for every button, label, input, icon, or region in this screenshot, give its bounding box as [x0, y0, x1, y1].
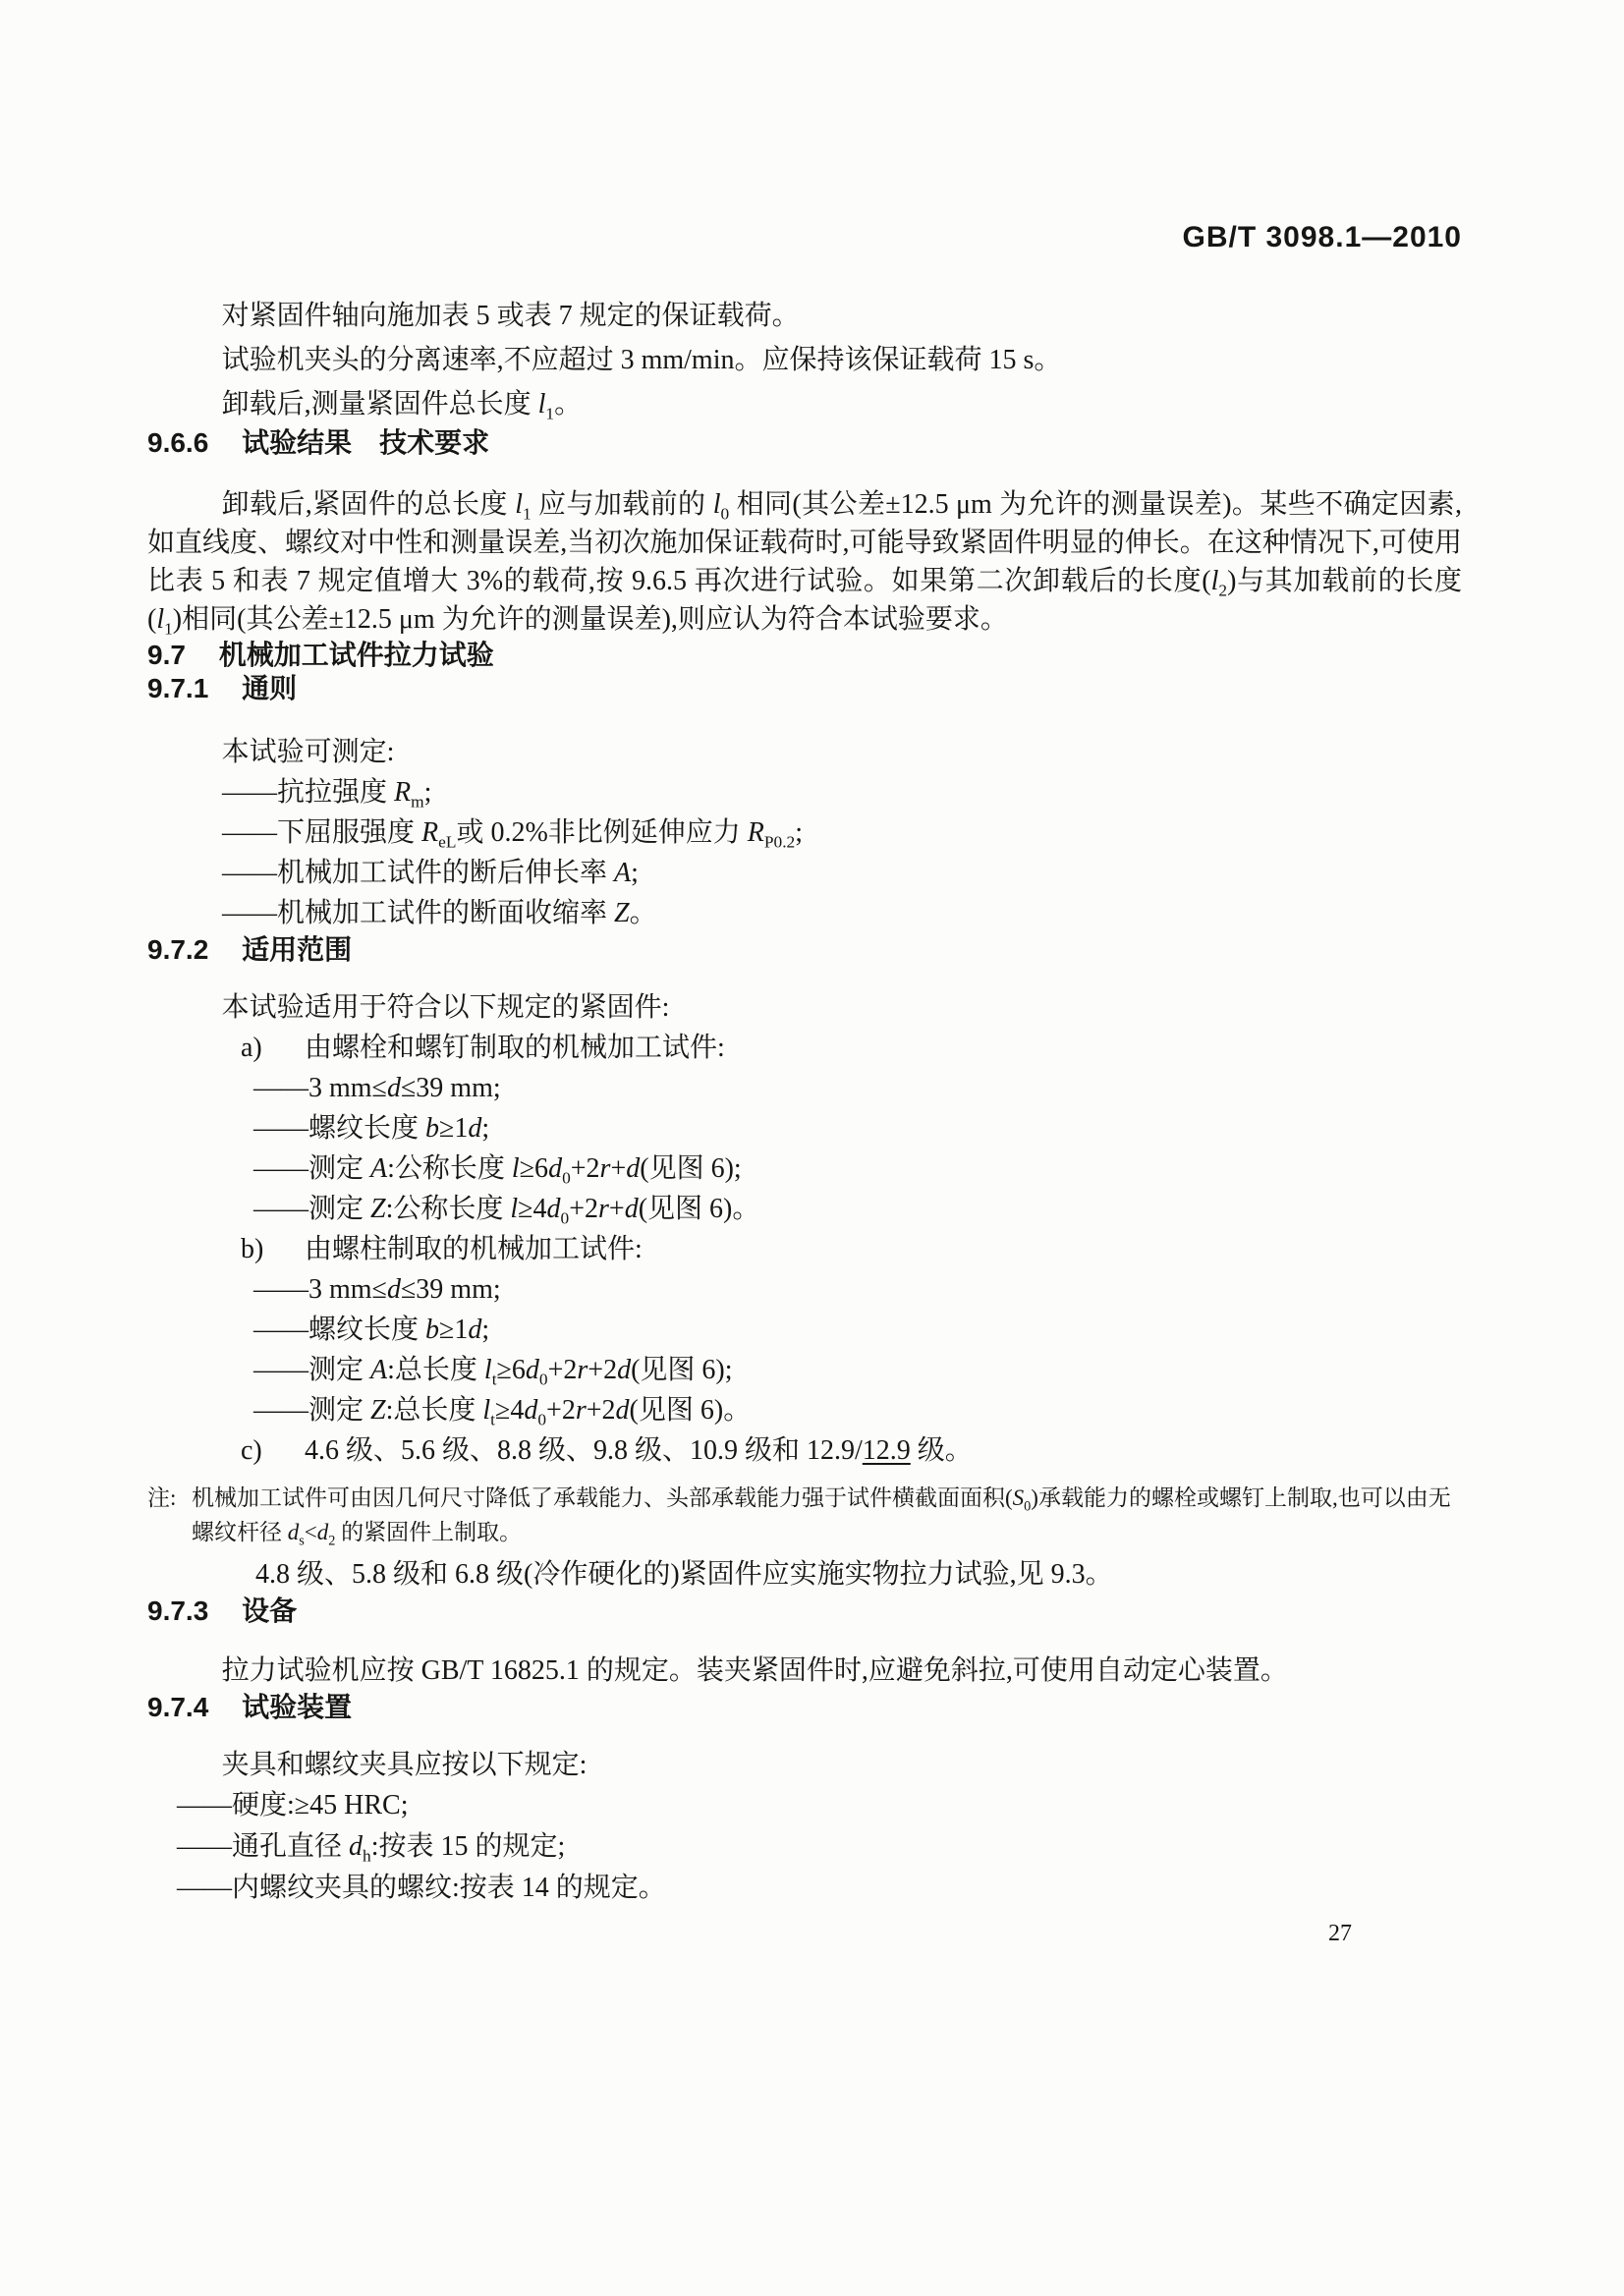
list-item: ——螺纹长度 b≥1d;: [253, 1315, 490, 1345]
section-title: 试验结果 技术要求: [242, 427, 490, 458]
page-number: 27: [1328, 1921, 1352, 1946]
paragraph: 本试验可测定:: [221, 737, 395, 767]
section-heading-9-7-4: [147, 1691, 1462, 1724]
note-label: 注:: [147, 1485, 177, 1510]
section-number: 9.7.2: [147, 934, 209, 965]
list-item-b: [147, 1229, 1462, 1269]
paragraph: 拉力试验机应按 GB/T 16825.1 的规定。装夹紧固件时,应避免斜拉,可使用自动定心装置。: [221, 1655, 1288, 1686]
list-item: ——内螺纹夹具的螺纹:按表 14 的规定。: [177, 1873, 666, 1903]
list-item-label: a): [241, 1033, 262, 1063]
paragraph: 夹具和螺纹夹具应按以下规定:: [221, 1750, 588, 1780]
list-item: ——机械加工试件的断后伸长率 A;: [222, 858, 639, 888]
list-item-label: b): [241, 1234, 264, 1264]
section-title: 设备: [242, 1596, 298, 1626]
section-number: 9.7.4: [147, 1692, 209, 1722]
section-heading-9-7-3: [147, 1595, 1462, 1628]
list-item-c: [147, 1430, 1462, 1471]
note-text: 机械加工试件可由因几何尺寸降低了承载能力、头部承载能力强于试件横截面面积$(S_0)$承载能力的螺栓或螺钉上制取,也可以由无螺纹杆径 $d_s<d_2$ 的紧固件上制取。: [192, 1485, 1451, 1549]
list-item: ——测定 A:公称长度 $l\ge 6d_0+2r+d$(见图 6);: [253, 1153, 742, 1188]
section-heading-9-7-2: [147, 933, 1462, 967]
list-item-text: 4.6 级、5.6 级、8.8 级、9.8 级、10.9 级和 12.9/12.9 级。: [305, 1435, 973, 1466]
list-item-text: 由螺柱制取的机械加工试件:: [305, 1234, 643, 1264]
list-item-text: 由螺栓和螺钉制取的机械加工试件:: [305, 1033, 725, 1063]
page-content: [147, 0, 1462, 1948]
list-item: ——测定 Z:公称长度 $l\ge 4d_0+2r+d$(见图 6)。: [253, 1194, 760, 1228]
dash-list: [147, 772, 1462, 933]
section-heading-9-7: [147, 639, 1462, 672]
dash-list: [147, 1785, 1462, 1909]
list-item-label: c): [241, 1435, 262, 1466]
section-title: 适用范围: [242, 934, 353, 965]
list-item: ——测定 A:总长度 $l_t\ge 6d_0+2r+2d$(见图 6);: [253, 1355, 733, 1389]
list-item: ——测定 Z:总长度 $l_t\ge 4d_0+2r+2d$(见图 6)。: [253, 1395, 752, 1429]
list-item: ——硬度:≥45 HRC;: [177, 1790, 409, 1820]
paragraph: 对紧固件轴向施加表 5 或表 7 规定的保证载荷。: [221, 301, 800, 331]
note: [147, 1481, 1462, 1549]
section-number: 9.7.1: [147, 673, 209, 703]
paragraph: 卸载后,紧固件的总长度 $l_1$ 应与加载前的 $l_0$ 相同(其公差±12.5 μm 为允许的测量误差)。某些不确定因素,如直线度、螺纹对中性和测量误差,当初次施加保证载荷时,可能导致紧固件明显的伸长。在这种情况下,可使用比表 5 和表 7 规定值增大 3%的载荷,按 9.6.5 再次进行试验。如果第二次卸载后的长度$(l_2)$与其加载前的长度$(l_1)$相同(其公差±12.5 μm 为允许的测量误差),则应认为符合本试验要求。: [147, 489, 1462, 639]
paragraph: 卸载后,测量紧固件总长度 $l_1$。: [221, 389, 583, 423]
intro-paragraphs: [147, 294, 1462, 426]
dash-sublist: [147, 1068, 1462, 1229]
section-number: 9.6.6: [147, 427, 209, 458]
list-item: ——3 mm≤d≤39 mm;: [253, 1073, 501, 1103]
paragraph: 4.8 级、5.8 级和 6.8 级(冷作硬化的)紧固件应实施实物拉力试验,见 9.3。: [255, 1559, 1113, 1590]
list-item: ——螺纹长度 b≥1d;: [253, 1113, 490, 1144]
section-title: 机械加工试件拉力试验: [218, 640, 494, 670]
section-number: 9.7: [147, 640, 186, 670]
list-item: ——抗拉强度 $R_m$;: [222, 777, 432, 812]
dash-sublist: [147, 1269, 1462, 1430]
section-title: 通则: [242, 673, 298, 703]
list-item: ——通孔直径 $d_h$:按表 15 的规定;: [177, 1831, 566, 1866]
list-item-a: [147, 1028, 1462, 1068]
list-item: ——3 mm≤d≤39 mm;: [253, 1274, 501, 1305]
section-heading-9-6-6: [147, 426, 1462, 460]
section-heading-9-7-1: [147, 672, 1462, 705]
section-number: 9.7.3: [147, 1596, 209, 1626]
list-item: ——下屈服强度 $R_{eL}$或 0.2%非比例延伸应力 $R_{P0.2}$;: [222, 817, 804, 852]
paragraph: 试验机夹头的分离速率,不应超过 3 mm/min。应保持该保证载荷 15 s。: [221, 345, 1062, 375]
section-title: 试验装置: [242, 1692, 353, 1722]
list-item: ——机械加工试件的断面收缩率 Z。: [222, 898, 657, 928]
paragraph: 本试验适用于符合以下规定的紧固件:: [221, 992, 670, 1023]
standard-number-header: GB/T 3098.1—2010: [1182, 221, 1462, 253]
